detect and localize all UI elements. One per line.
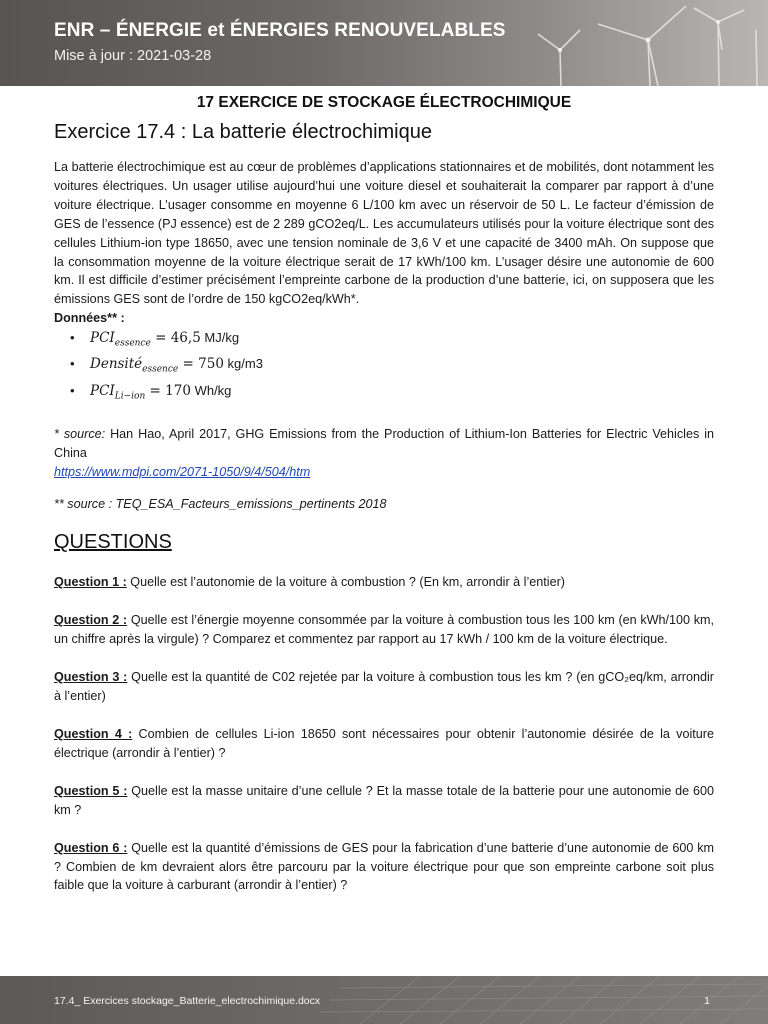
update-date: Mise à jour : 2021-03-28 <box>54 48 212 64</box>
intro-section <box>54 158 714 407</box>
donnees-label: Données** : <box>54 311 125 326</box>
document-body <box>54 86 714 895</box>
page-footer <box>0 976 768 1024</box>
data-item: • Densité$_{essence}$ = 750 kg/m3 <box>90 354 714 380</box>
data-item: • $PCI_{essence} = 46,5$ MJ/kg <box>90 328 714 354</box>
exercise-title: Exercice 17.4 : La batterie électrochimique <box>54 121 432 143</box>
source2-reference: ** source : TEQ_ESA_Facteurs_emissions_pertinents 2018 <box>54 497 387 512</box>
data-list <box>54 328 714 407</box>
source-link[interactable]: https://www.mdpi.com/2071-1050/9/4/504/htm <box>54 464 311 479</box>
question-2: Question 2 : Quelle est l’énergie moyenne consommée par la voiture à combustion tous les 100 km (en kWh/100 km, un chiffre après la virgule) ? Comparez et commentez par rapport au 17 kWh / 100 km de la voiture électrique. <box>54 613 714 647</box>
source-reference <box>54 425 714 482</box>
question-5: Question 5 : Quelle est la masse unitaire d’une cellule ? Et la masse totale de la batterie pour une autonomie de 600 km ? <box>54 783 714 817</box>
wind-turbines-image <box>468 0 768 86</box>
question-6: Question 6 : Quelle est la quantité d’émissions de GES pour la fabrication d’une batterie d’une autonomie de 600 km ? Combien de km devraient alors être parcouru par la voiture électrique pour que son empreinte carbone soit plus faible que la voiture à carburant (arrondir à l’entier) ? <box>54 840 714 893</box>
chapter-title: 17 EXERCICE DE STOCKAGE ÉLECTROCHIMIQUE <box>196 94 572 111</box>
question-3: Question 3 : Quelle est la quantité de C02 rejetée par la voiture à combustion tous les km ? (en gCO₂eq/km, arrondir à l’entier) <box>54 670 714 704</box>
question-1: Question 1 : Quelle est l’autonomie de la voiture à combustion ? (En km, arrondir à l’entier) <box>54 575 565 590</box>
data-item: • $PCI_{Li-ion} = 170$ Wh/kg <box>90 381 714 407</box>
source-prefix: * source: <box>54 426 106 441</box>
intro-paragraph: La batterie électrochimique est au cœur de problèmes d’applications stationnaires et de mobilités, dont notamment les voitures électriques. Un usager utilise aujourd’hui une voiture diesel et souhaiterait la comparer par rapport à d’une voiture électrique. L’usager consomme en moyenne 6 L/100 km avec un réservoir de 50 L. Le facteur d’émission de GES de l’essence (PJ essence) est de 2 289 gCO2eq/L. Les accumulateurs utilisés pour la voiture électrique sont des cellules Lithium-ion type 18650, avec une tension nominale de 3,6 V et une capacité de 3400 mAh. On suppose que la consommation moyenne de la voiture électrique serait de 17 kWh/100 km. L’usager désire une autonomie de 600 km. Il est difficile d’estimer précisément l’empreinte carbone de la production d’une batterie, ici, on supposera que les émissions GES sont de l’ordre de 150 kgCO2eq/kWh*. <box>54 160 714 307</box>
header-title: ENR – ÉNERGIE et ÉNERGIES RENOUVELABLES <box>54 20 506 41</box>
page-header <box>0 0 768 86</box>
source-text: Han Hao, April 2017, GHG Emissions from the Production of Lithium-Ion Batteries for Electric Vehicles in China <box>54 426 714 460</box>
question-4: Question 4 : Combien de cellules Li-ion 18650 sont nécessaires pour obtenir l’autonomie désirée de la voiture électrique (arrondir à l’entier) ? <box>54 726 714 760</box>
page-number: 1 <box>704 995 710 1007</box>
footer-filename: 17.4_ Exercices stockage_Batterie_electrochimique.docx <box>54 995 321 1007</box>
questions-heading: QUESTIONS <box>54 531 172 554</box>
